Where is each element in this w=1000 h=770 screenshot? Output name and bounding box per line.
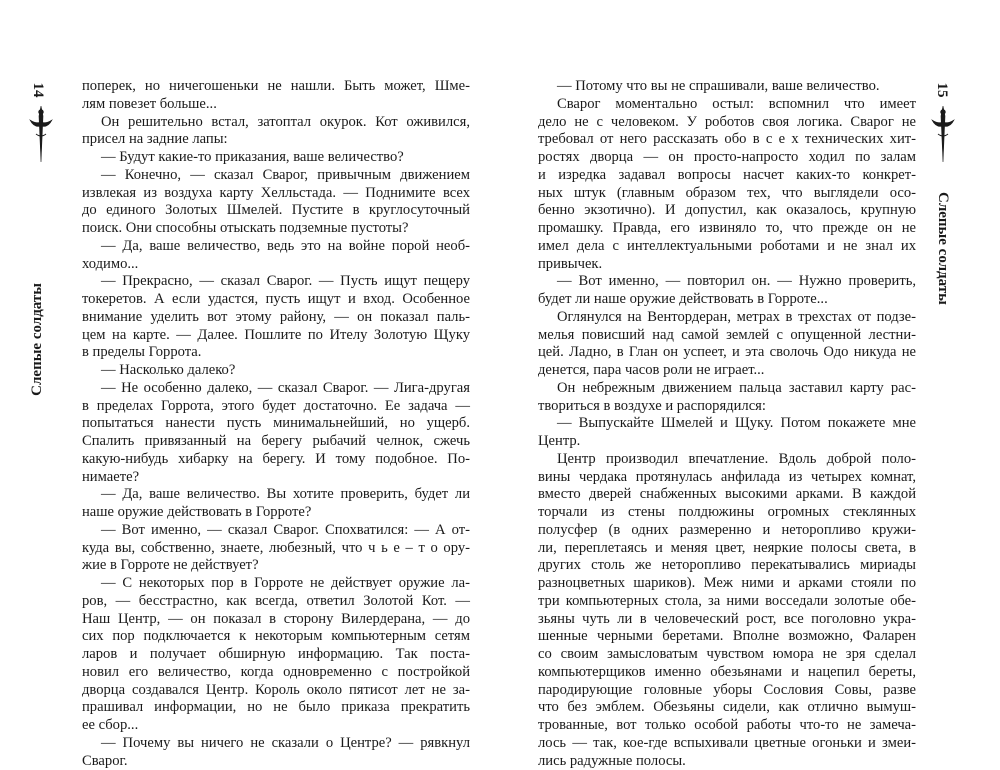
sword-ornament-icon [928, 104, 958, 164]
text-line: в пределы Горрота. [82, 344, 470, 362]
text-line: куда вы, собственно, знаете, любезный, что ч ь е – т о ору- [82, 540, 470, 558]
text-line: Центр производил впечатление. Вдоль доброй поло- [538, 451, 916, 469]
text-line: зьяны чуть ли в человеческий рост, все поголовно укра- [538, 611, 916, 629]
text-line: — Вот именно, — повторил он. — Нужно проверить, [538, 273, 916, 291]
text-line: торчали из стены полдюжины огромных стеклянных [538, 504, 916, 522]
text-line: — С некоторых пор в Горроте не действует оружие ла- [82, 575, 470, 593]
text-line: до единого Золотых Шмелей. Пустите в круглосуточный [82, 202, 470, 220]
text-line: какую-нибудь хибарку на берегу. И тому подобное. По- [82, 451, 470, 469]
text-line: Наш Центр, — он показал в сторону Вилердерана, — до [82, 611, 470, 629]
text-line: Он небрежным движением пальца заставил карту рас- [538, 380, 916, 398]
sword-ornament-icon [26, 104, 56, 164]
text-line: в пределах Горрота, этого будет достаточно. Ее задача — [82, 398, 470, 416]
text-line: ростях дворца — он просто-напросто ходил по залам [538, 149, 916, 167]
text-line: извлекая из воздуха карту Хелльстада. — Поднимите всех [82, 185, 470, 203]
text-line: внимание уделить вот этому району, — он показал паль- [82, 309, 470, 327]
text-line: будет ли наше оружие действовать в Горроте... [538, 291, 916, 309]
text-line: Центр. [538, 433, 916, 451]
text-line: ли, переплетаясь и меняя цвет, неяркие полосы света, в [538, 540, 916, 558]
text-line: нимаете? [82, 469, 470, 487]
text-line: жие в Горроте не действует? [82, 557, 470, 575]
text-line: новил его величество, когда одновременно с постройкой [82, 664, 470, 682]
text-line: лись радужные полосы. [538, 753, 916, 770]
text-line: — Потому что вы не спрашивали, ваше величество. [538, 78, 916, 96]
text-line: дворца создавался Центр. Король около пятисот лет не за- [82, 682, 470, 700]
text-line: имел дела с интеллектуальными роботами и не знал их [538, 238, 916, 256]
text-line: сих пор подключается к некоторым компьютерным сетям [82, 628, 470, 646]
text-line: токеретов. А если удастся, пусть ищут и вход. Особенное [82, 291, 470, 309]
text-line: со своим замысловатым чувством юмора не зря сделал [538, 646, 916, 664]
text-line: ходимо... [82, 256, 470, 274]
text-line: — Прекрасно, — сказал Сварог. — Пусть ищут пещеру [82, 273, 470, 291]
text-line: прашивал информации, но не было приказа прекратить [82, 699, 470, 717]
text-line: пародирующие головные уборы Сословия Совы, разве [538, 682, 916, 700]
page-number-left: 14 [30, 78, 46, 102]
text-line: Он решительно встал, затоптал окурок. Кот оживился, [82, 114, 470, 132]
left-page-text [82, 78, 470, 770]
text-line: ных штук (главным образом тех, что выглядели осо- [538, 185, 916, 203]
text-line: что без эмблем. Обезьяны сидели, как отлично вымуш- [538, 699, 916, 717]
text-line: цем на карте. — Далее. Пошлите по Ителу Золотую Щуку [82, 327, 470, 345]
text-line: цей. Ладно, в Глан он успеет, и эта сволочь Одо никуда не [538, 344, 916, 362]
text-line: промашку. Правда, его извиняло то, что прежде он не [538, 220, 916, 238]
text-line: Спалить привязанный на берегу рыбачий челнок, сжечь [82, 433, 470, 451]
text-line: — Выпускайте Шмелей и Щуку. Потом покажете мне [538, 415, 916, 433]
text-line: поперек, но ничегошеньки не нашли. Быть может, Шме- [82, 78, 470, 96]
text-line: вины чердака протянулась анфилада из четырех комнат, [538, 469, 916, 487]
text-line: ее сбор... [82, 717, 470, 735]
right-page-text [538, 78, 916, 770]
text-line: поиск. Они способны отыскать подземные пустоты? [82, 220, 470, 238]
text-line: полусфер (в одних размеренно и неторопливо кружи- [538, 522, 916, 540]
text-line: вместо дверей снабженных высокими арками. В каждой [538, 486, 916, 504]
text-line: присел на задние лапы: [82, 131, 470, 149]
text-line: трованные, вот только особой работы что-то не замеча- [538, 717, 916, 735]
text-line: — Да, ваше величество. Вы хотите проверить, будет ли [82, 486, 470, 504]
text-line: — Да, ваше величество, ведь это на войне порой необ- [82, 238, 470, 256]
text-line: других столь же неторопливо перекатывались мириады [538, 557, 916, 575]
text-line: — Насколько далеко? [82, 362, 470, 380]
text-line: лось — так, кое-где вспыхивали цветные огоньки и змеи- [538, 735, 916, 753]
text-line: — Вот именно, — сказал Сварог. Спохватился: — А от- [82, 522, 470, 540]
running-head-right: Слепые солдаты [934, 192, 952, 305]
text-line: — Конечно, — сказал Сварог, привычным движением [82, 167, 470, 185]
text-line: требовал от него рассказать обо в с е х технических хит- [538, 131, 916, 149]
text-line: три компьютерных стола, за ними восседали золотые обе- [538, 593, 916, 611]
text-line: — Будут какие-то приказания, ваше величество? [82, 149, 470, 167]
text-line: компьютерщиков именно обезьянами и нацепил береты, [538, 664, 916, 682]
text-line: — Почему вы ничего не сказали о Центре? — рявкнул [82, 735, 470, 753]
running-head-left: Слепые солдаты [28, 283, 46, 396]
text-line: лям повезет больше... [82, 96, 470, 114]
text-line: разноцветных шариков). Меж ними и арками стояли по [538, 575, 916, 593]
text-line: ларов и получает обширную информацию. Так поста- [82, 646, 470, 664]
text-line: денется, пара часов роли не играет... [538, 362, 916, 380]
text-line: дело не с человеком. У роботов своя логика. Сварог не [538, 114, 916, 132]
text-line: шенные черными беретами. Вполне возможно, Фаларен [538, 628, 916, 646]
text-line: бенно экзотично). И допустил, как оказалось, крупную [538, 202, 916, 220]
text-line: — Не особенно далеко, — сказал Сварог. — Лига-другая [82, 380, 470, 398]
text-line: и изредка задавал вопросы насчет каких-то конкрет- [538, 167, 916, 185]
text-line: попытаться нанести пусть минимальнейший, но ущерб. [82, 415, 470, 433]
text-line: Оглянулся на Вентордеран, метрах в трехстах от подзе- [538, 309, 916, 327]
text-line: Сварог. [82, 753, 470, 770]
page-number-right: 15 [934, 78, 950, 102]
text-line: наше оружие действовать в Горроте? [82, 504, 470, 522]
text-line: привычек. [538, 256, 916, 274]
text-line: Сварог моментально остыл: вспомнил что имеет [538, 96, 916, 114]
text-line: ров, — бесстрастно, как всегда, ответил Золотой Кот. — [82, 593, 470, 611]
text-line: мелья повисший над самой землей с опущенной лестни- [538, 327, 916, 345]
text-line: твориться в воздухе и распорядился: [538, 398, 916, 416]
